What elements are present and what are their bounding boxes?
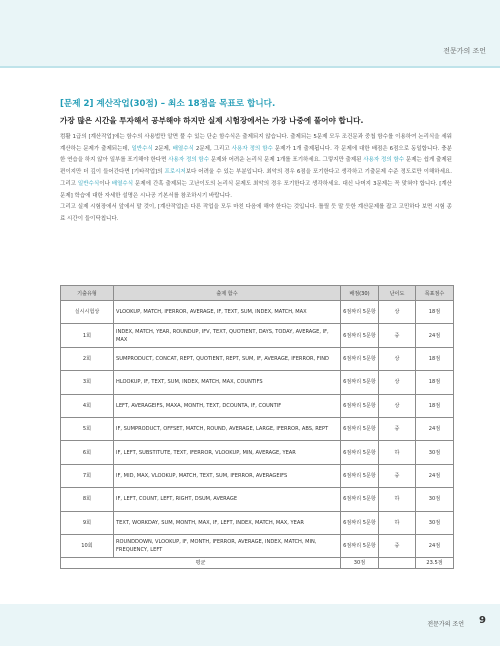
cell-type: 5회 <box>61 417 114 440</box>
paragraph-text: 문제는 쉽게 출제된 편이지만 <box>60 157 452 176</box>
cell-type: 7회 <box>61 464 114 487</box>
paragraph-2: 그리고 실제 시험장에서 앞에서 말 것이, [계산작업]은 다른 작업을 모두 마친 다음에 해야 한다는 것입니다. 틀릴 듯 말 듯한 계산문제를 잡고 고민하다 보면 시험 종료 시간이 들이닥칩니다. <box>60 204 452 222</box>
cell-level: 중 <box>379 417 416 440</box>
cell-funcs: IF, SUMPRODUCT, OFFSET, MATCH, ROUND, AVERAGE, LARGE, IFERROR, ABS, REPT <box>114 417 341 440</box>
header-score: 배점(30) <box>341 286 379 301</box>
table-header-row <box>61 286 454 301</box>
cell-level: 상 <box>379 394 416 417</box>
cell-type: 1회 <box>61 324 114 347</box>
cell-level: 상 <box>379 347 416 370</box>
cell-funcs: SUMPRODUCT, CONCAT, REPT, QUOTIENT, REPT, SUM, IF, AVERAGE, IFERROR, FIND <box>114 347 341 370</box>
table-row <box>61 324 454 347</box>
paragraph-1 <box>60 132 452 202</box>
paragraph-text: 이나 <box>99 180 112 187</box>
cell-funcs: INDEX, MATCH, YEAR, ROUNDUP, IFV, TEXT, QUOTIENT, DAYS, TODAY, AVERAGE, IF, MAX <box>114 324 341 347</box>
highlighted-term: 일반수식 <box>77 180 100 187</box>
cell-target: 18점 <box>416 394 454 417</box>
cell-type: 4회 <box>61 394 114 417</box>
cell-target: 30점 <box>416 488 454 511</box>
cell-target: 18점 <box>416 301 454 324</box>
cell-type: 10회 <box>61 534 114 557</box>
cell-score: 6점짜리 5문항 <box>341 347 379 370</box>
cell-score: 6점짜리 5문항 <box>341 441 379 464</box>
paragraph-text: 보다 어려울 수 있는 부분입니다. 최악의 경우 6점을 포기한다고 생각하고 기출문제 수준 정도로만 이해하세요. 그리고 <box>60 169 452 187</box>
cell-target: 30점 <box>416 511 454 534</box>
cell-funcs: VLOOKUP, MATCH, IFERROR, AVERAGE, IF, TEXT, SUM, INDEX, MATCH, MAX <box>114 301 341 324</box>
table-row <box>61 488 454 511</box>
average-score: 30점 <box>341 558 379 569</box>
cell-funcs: IF, LEFT, COUNT, LEFT, RIGHT, DSUM, AVERAGE <box>114 488 341 511</box>
cell-level: 상 <box>379 371 416 394</box>
table-row <box>61 347 454 370</box>
cell-score: 6점짜리 5문항 <box>341 394 379 417</box>
highlighted-term: 사용자 정의 함수 <box>231 145 273 152</box>
cell-funcs: IF, LEFT, SUBSTITUTE, TEXT, IFERROR, VLOOKUP, MIN, AVERAGE, YEAR <box>114 441 341 464</box>
cell-level: 하 <box>379 511 416 534</box>
cell-target: 24점 <box>416 324 454 347</box>
cell-target: 18점 <box>416 347 454 370</box>
cell-funcs: IF, MID, MAX, VLOOKUP, MATCH, TEXT, SUM, IFERROR, AVERAGEIFS <box>114 464 341 487</box>
cell-target: 24점 <box>416 534 454 557</box>
cell-target: 18점 <box>416 371 454 394</box>
header-level: 난이도 <box>379 286 416 301</box>
cell-funcs: TEXT, WORKDAY, SUM, MONTH, MAX, IF, LEFT, INDEX, MATCH, MAX, YEAR <box>114 511 341 534</box>
footer-label: 전문가의 조언 <box>427 621 464 628</box>
header-band <box>0 0 500 66</box>
cell-level: 중 <box>379 534 416 557</box>
cell-level: 하 <box>379 488 416 511</box>
cell-funcs: HLOOKUP, IF, TEXT, SUM, INDEX, MATCH, MAX, COUNTIFS <box>114 371 341 394</box>
cell-score: 6점짜리 5문항 <box>341 324 379 347</box>
table-row <box>61 371 454 394</box>
cell-funcs: ROUNDDOWN, VLOOKUP, IF, MONTH, IFERROR, AVERAGE, INDEX, MATCH, MIN, FREQUENCY, LEFT <box>114 534 341 557</box>
cell-level: 중 <box>379 464 416 487</box>
cell-score: 6점짜리 5문항 <box>341 488 379 511</box>
highlighted-term: 사용자 정의 함수 <box>363 157 405 164</box>
header-funcs: 출제 함수 <box>114 286 341 301</box>
exam-table <box>60 285 454 569</box>
cell-score: 6점짜리 5문항 <box>341 417 379 440</box>
cell-target: 30점 <box>416 441 454 464</box>
paragraph-text: 문제가 1개 출제됩니다. 각 문제에 대한 배점은 6점으로 동일합니다. 충분한 연습을 하지 않아 일부를 포기해야 한다면 <box>60 145 452 164</box>
paragraph-text: 문제에 간혹 출제되는 고난이도의 논리식 문제도 최악의 경우 포기한다고 생각하세요. 대신 나머지 3문제는 꼭 맞혀야 합니다. [계산문제] 학습에 대한 자세한 설명은 시나공 기본서를 참조하시기 바랍니다. <box>60 180 452 199</box>
paragraph-text: 2문제, 그리고 <box>193 145 232 152</box>
footer-band <box>0 604 500 646</box>
table-row <box>61 441 454 464</box>
table-average-row <box>61 558 454 569</box>
table-row <box>61 301 454 324</box>
paragraph-text: 더 깊이 들어간다면 <box>83 169 130 176</box>
header-type: 기출유형 <box>61 286 114 301</box>
table-row <box>61 394 454 417</box>
cell-type: 3회 <box>61 371 114 394</box>
cell-funcs: LEFT, AVERAGEIFS, MAXA, MONTH, TEXT, DCOUNTA, IF, COUNTIF <box>114 394 341 417</box>
cell-level: 상 <box>379 301 416 324</box>
average-level-empty <box>379 558 416 569</box>
table-row <box>61 417 454 440</box>
cell-type: 6회 <box>61 441 114 464</box>
paragraph-text: [기타작업]의 <box>129 169 165 176</box>
table-row <box>61 534 454 557</box>
cell-type: 8회 <box>61 488 114 511</box>
cell-target: 24점 <box>416 417 454 440</box>
highlighted-term: 일반수식 <box>131 145 153 152</box>
table-row <box>61 511 454 534</box>
cell-score: 6점짜리 5문항 <box>341 511 379 534</box>
page-number: 9 <box>479 615 486 626</box>
cell-score: 6점짜리 5문항 <box>341 301 379 324</box>
cell-target: 24점 <box>416 464 454 487</box>
cell-type: 실시시험상 <box>61 301 114 324</box>
cell-level: 하 <box>379 441 416 464</box>
cell-score: 6점짜리 5문항 <box>341 464 379 487</box>
highlighted-term: 프로시저 <box>164 169 186 176</box>
section-title: [문제 2] 계산작업(30점) – 최소 18점을 목표로 합니다. <box>60 99 276 109</box>
cell-score: 6점짜리 5문항 <box>341 534 379 557</box>
content <box>60 98 452 226</box>
average-label: 평균 <box>61 558 341 569</box>
paragraph-text: 2문제, <box>152 145 173 152</box>
cell-type: 9회 <box>61 511 114 534</box>
cell-type: 2회 <box>61 347 114 370</box>
paragraph-text: 컴활 1급의 [계산작업]에는 함수의 사용법만 알면 풀 수 있는 단순 함수식은 출제되지 않습니다. 출제되는 5문제 모두 조건문과 중첩 함수를 이용하여 논리식을 세워 계산하는 문제가 출제되는데, <box>60 134 452 152</box>
paragraph-text: 문제와 어려운 논리식 문제 1개를 포기하세요. 그렇지만 출제된 <box>209 157 364 164</box>
header-label: 전문가의 조언 <box>443 47 486 55</box>
section-subtitle: 가장 많은 시간을 투자해서 공부해야 하지만 실제 시험장에서는 가장 나중에 풀어야 합니다. <box>60 116 364 125</box>
average-target: 23.5점 <box>416 558 454 569</box>
header-divider <box>0 66 500 68</box>
cell-score: 6점짜리 5문항 <box>341 371 379 394</box>
highlighted-term: 사용자 정의 함수 <box>168 157 210 164</box>
highlighted-term: 배열수식 <box>111 180 134 187</box>
header-target: 목표점수 <box>416 286 454 301</box>
cell-level: 중 <box>379 324 416 347</box>
highlighted-term: 배열수식 <box>172 145 194 152</box>
table-row <box>61 464 454 487</box>
